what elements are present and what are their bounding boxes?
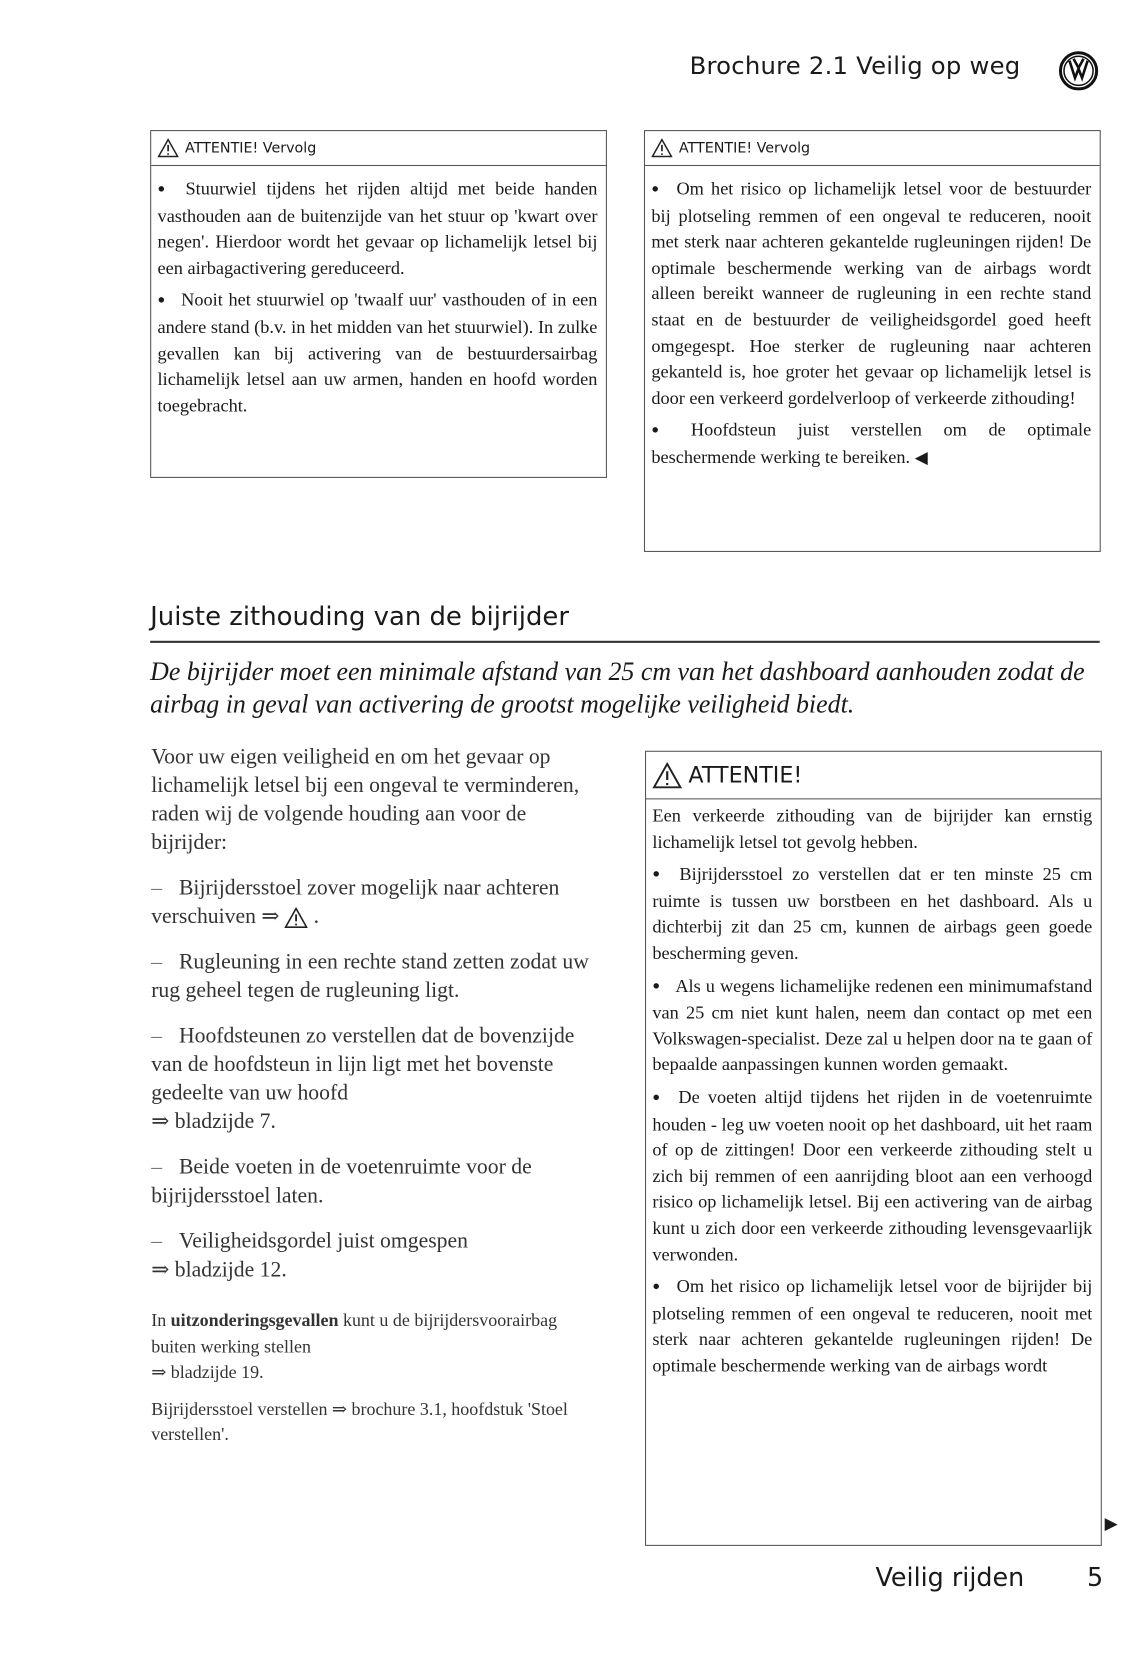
warning-triangle-icon bbox=[158, 139, 179, 158]
attention-box-main-header bbox=[646, 752, 1101, 800]
note-bold: uitzonderingsgevallen bbox=[170, 1310, 339, 1331]
instructions-lead: Voor uw eigen veiligheid en om het gevaar op lichamelijk letsel bij een ongeval te verminderen, raden wij de volgende houding aan voor de bijrijder: bbox=[151, 745, 580, 855]
attention-box-right bbox=[644, 130, 1101, 552]
bullet-text: Hoofdsteun juist verstellen om de optimale beschermende werking te bereiken. bbox=[651, 420, 1092, 468]
step-text: Bijrijdersstoel zover mogelijk naar achteren verschuiven bbox=[151, 876, 560, 929]
bullet-paragraph: ● De voeten altijd tijdens het rijden in de voetenruimte houden - leg uw voeten nooit op het dashboard, uit het raam of op de zittingen! Door een verkeerde zithouding stelt u zich bij remmen of een aanrijding bloot aan een verhoogd risico op lichamelijk letsel. Bij een activering van de airbag kunt u zich door een verkeerde zithouding levensgevaarlijk verwonden. bbox=[652, 1085, 1092, 1268]
attention-lead: Een verkeerde zithouding van de bijrijder kan ernstig lichamelijk letsel tot gevolg hebben. bbox=[652, 805, 1093, 852]
warning-triangle-icon bbox=[652, 762, 682, 788]
note-seat-adjust: Bijrijdersstoel verstellen ⇒ brochure 3.1, hoofdstuk 'Stoel verstellen'. bbox=[151, 1398, 568, 1445]
step-text: Veiligheidsgordel juist omgespen bbox=[178, 1229, 468, 1254]
attention-box-left-header bbox=[151, 131, 606, 166]
footer-chapter-title: Veilig rijden bbox=[875, 1562, 1025, 1593]
step-ref[interactable]: ⇒ bbox=[261, 905, 280, 929]
attention-box-main bbox=[645, 751, 1118, 1546]
note-airbag-deactivation bbox=[151, 1308, 603, 1386]
note-ref[interactable]: ⇒ bladzijde 19. bbox=[151, 1361, 264, 1383]
section-divider bbox=[150, 641, 1100, 643]
bullet-paragraph: ● Stuurwiel tijdens het rijden altijd met beide handen vasthouden aan de buitenzijde van het stuur op 'kwart over negen'. Hierdoor wordt het gevaar op lichamelijk letsel bij een airbagactivering gereduceerd. bbox=[158, 177, 598, 282]
section-title: Juiste zithouding van de bijrijder bbox=[150, 600, 570, 632]
bullet-paragraph: ● Om het risico op lichamelijk letsel voor de bijrijder bij plotseling remmen of een ongeval te reduceren, nooit met sterk naar achteren gekantelde rugleuningen rijden! De optimale beschermende werking van de airbags wordt bbox=[652, 1274, 1092, 1379]
note-text: In bbox=[151, 1310, 171, 1331]
page-header-title: Brochure 2.1 Veilig op weg bbox=[689, 52, 1021, 81]
attention-box-right-header bbox=[645, 131, 1100, 166]
warning-triangle-icon bbox=[285, 908, 308, 929]
section-intro: De bijrijder moet een minimale afstand van 25 cm van het dashboard aanhouden zodat de airbag in geval van activering de grootst mogelijke veiligheid biedt. bbox=[150, 657, 1085, 720]
instruction-step bbox=[151, 1228, 603, 1285]
continued-marker: ▶ bbox=[1104, 1515, 1118, 1534]
attention-box-left bbox=[150, 130, 607, 478]
attention-heading: ATTENTIE! Vervolg bbox=[678, 139, 811, 157]
step-text: Hoofdsteunen zo verstellen dat de bovenzijde van de hoofdsteun in lijn ligt met het bovenste gedeelte van uw hoofd bbox=[151, 1024, 575, 1105]
vw-logo bbox=[1058, 51, 1098, 91]
step-ref[interactable]: ⇒ bladzijde 12. bbox=[151, 1258, 287, 1282]
instruction-step: – Bijrijdersstoel zover mogelijk naar achteren verschuiven ⇒ . bbox=[151, 874, 603, 931]
bullet-paragraph: ● Bijrijdersstoel zo verstellen dat er ten minste 25 cm ruimte is tussen uw borstbeen en het dashboard. Als u dichterbij zit dan 25 cm, kunnen de airbags geen goede bescherming geven. bbox=[652, 862, 1092, 967]
bullet-paragraph: ● Nooit het stuurwiel op 'twaalf uur' vasthouden of in een andere stand (b.v. in het midden van het stuurwiel). In zulke gevallen kan bij activering van de bestuurdersairbag lichamelijk letsel aan uw armen, handen en hoofd worden toegebracht. bbox=[158, 288, 598, 419]
warning-triangle-icon bbox=[651, 139, 672, 158]
attention-heading: ATTENTIE! bbox=[688, 762, 803, 788]
instruction-step: – Rugleuning in een rechte stand zetten zodat uw rug geheel tegen de rugleuning ligt. bbox=[151, 948, 603, 1005]
instruction-step: – Beide voeten in de voetenruimte voor de bijrijdersstoel laten. bbox=[151, 1154, 603, 1211]
step-ref[interactable]: ⇒ bladzijde 7. bbox=[151, 1110, 276, 1134]
instruction-step bbox=[151, 1023, 603, 1137]
bullet-paragraph bbox=[651, 418, 1091, 472]
bullet-paragraph: ● Om het risico op lichamelijk letsel voor de bestuurder bij plotseling remmen of een ongeval te reduceren, nooit met sterk naar achteren gekantelde rugleuningen rijden! De optimale beschermende werking van de airbags wordt alleen bereikt wanneer de rugleuning in een rechte stand staat en de bestuurder de veiligheidsgordel goed heeft omgegespt. Hoe sterker de rugleuning naar achteren gekanteld is, hoe groter het gevaar op lichamelijk letsel is door een verkeerd gordelverloop of verkeerde zithouding! bbox=[651, 177, 1091, 412]
attention-heading: ATTENTIE! Vervolg bbox=[185, 139, 317, 157]
note-text: kunt u de bijrijdersvoorairbag buiten werking stellen bbox=[151, 1310, 558, 1357]
instructions-column bbox=[151, 743, 603, 1458]
bullet-paragraph: ● Als u wegens lichamelijke redenen een minimumafstand van 25 cm niet kunt halen, neem dan contact op met een Volkswagen-specialist. Deze zal u helpen door na te gaan of bepaalde aanpassingen kunnen worden gemaakt. bbox=[652, 973, 1092, 1078]
end-of-section-marker: ◀ bbox=[914, 449, 928, 468]
page-number: 5 bbox=[1087, 1562, 1104, 1593]
